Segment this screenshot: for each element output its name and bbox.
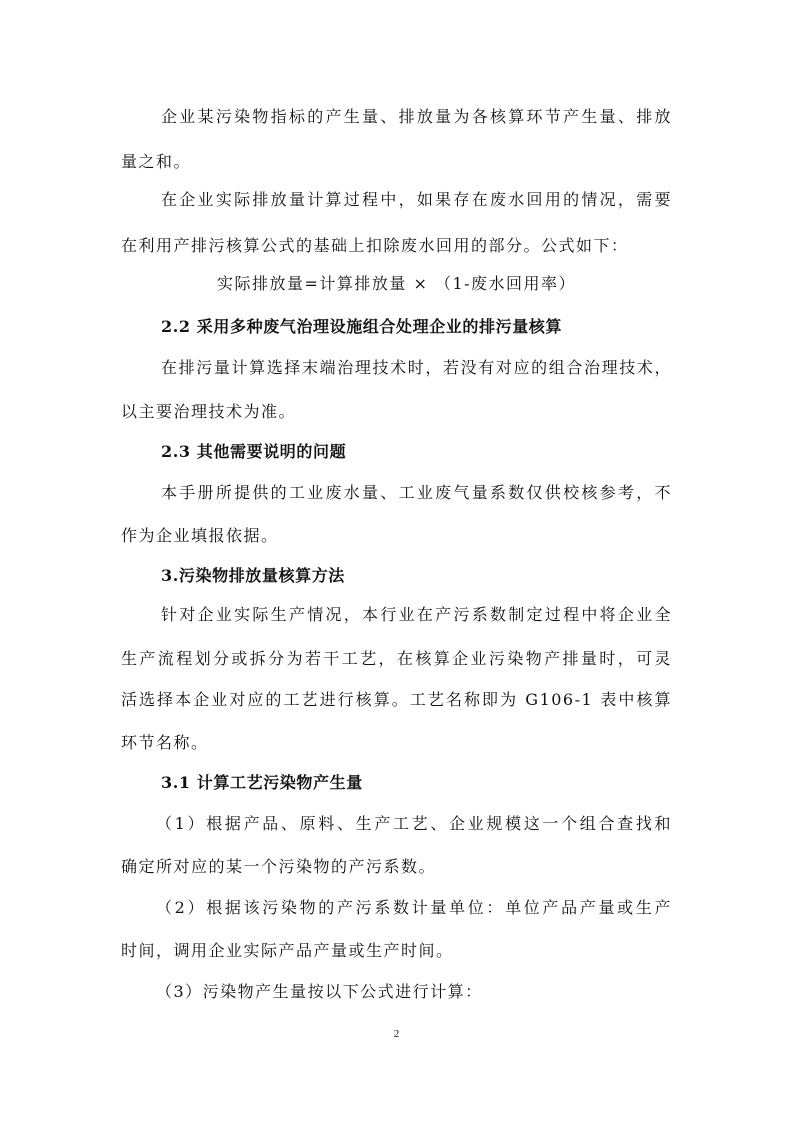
paragraph-5-line-1: 针对企业实际生产情况，本行业在产污系数制定过程中将企业全 (161, 605, 672, 624)
paragraph-7-line-2: 时间，调用企业实际产品产量或生产时间。 (121, 941, 454, 960)
paragraph-5-line-3: 活选择本企业对应的工艺进行核算。工艺名称即为 G106-1 表中核算 (121, 690, 672, 709)
paragraph-4-line-2: 作为企业填报依据。 (121, 526, 279, 545)
paragraph-5-line-4: 环节名称。 (121, 733, 209, 752)
paragraph-3-line-1: 在排污量计算选择末端治理技术时，若没有对应的组合治理技术， (161, 358, 672, 377)
paragraph-6-line-2: 确定所对应的某一个污染物的产污系数。 (121, 857, 437, 876)
paragraph-4-line-1: 本手册所提供的工业废水量、工业废气量系数仅供校核参考，不 (161, 483, 672, 502)
heading-3-1: 3.1 计算工艺污染物产生量 (161, 773, 363, 792)
paragraph-1-line-2: 量之和。 (121, 152, 192, 171)
heading-2-3: 2.3 其他需要说明的问题 (161, 442, 347, 461)
paragraph-3-line-2: 以主要治理技术为准。 (121, 402, 297, 421)
paragraph-7-line-1: （2）根据该污染物的产污系数计量单位：单位产品产量或生产 (156, 898, 672, 917)
paragraph-2-line-2: 在利用产排污核算公式的基础上扣除废水回用的部分。公式如下： (121, 236, 629, 255)
page-number: 2 (393, 1028, 400, 1040)
heading-2-2: 2.2 采用多种废气治理设施组合处理企业的排污量核算 (161, 317, 563, 336)
paragraph-6-line-1: （1）根据产品、原料、生产工艺、企业规模这一个组合查找和 (156, 814, 672, 833)
heading-3: 3.污染物排放量核算方法 (161, 566, 345, 585)
paragraph-5-line-2: 生产流程划分或拆分为若干工艺，在核算企业污染物产排量时，可灵 (121, 649, 672, 668)
paragraph-8-line-1: （3）污染物产生量按以下公式进行计算： (156, 982, 483, 1001)
paragraph-1-line-1: 企业某污染物指标的产生量、排放量为各核算环节产生量、排放 (161, 107, 672, 126)
formula-actual-emission: 实际排放量=计算排放量 × （1-废水回用率） (216, 274, 577, 293)
paragraph-2-line-1: 在企业实际排放量计算过程中，如果存在废水回用的情况，需要 (161, 190, 672, 209)
